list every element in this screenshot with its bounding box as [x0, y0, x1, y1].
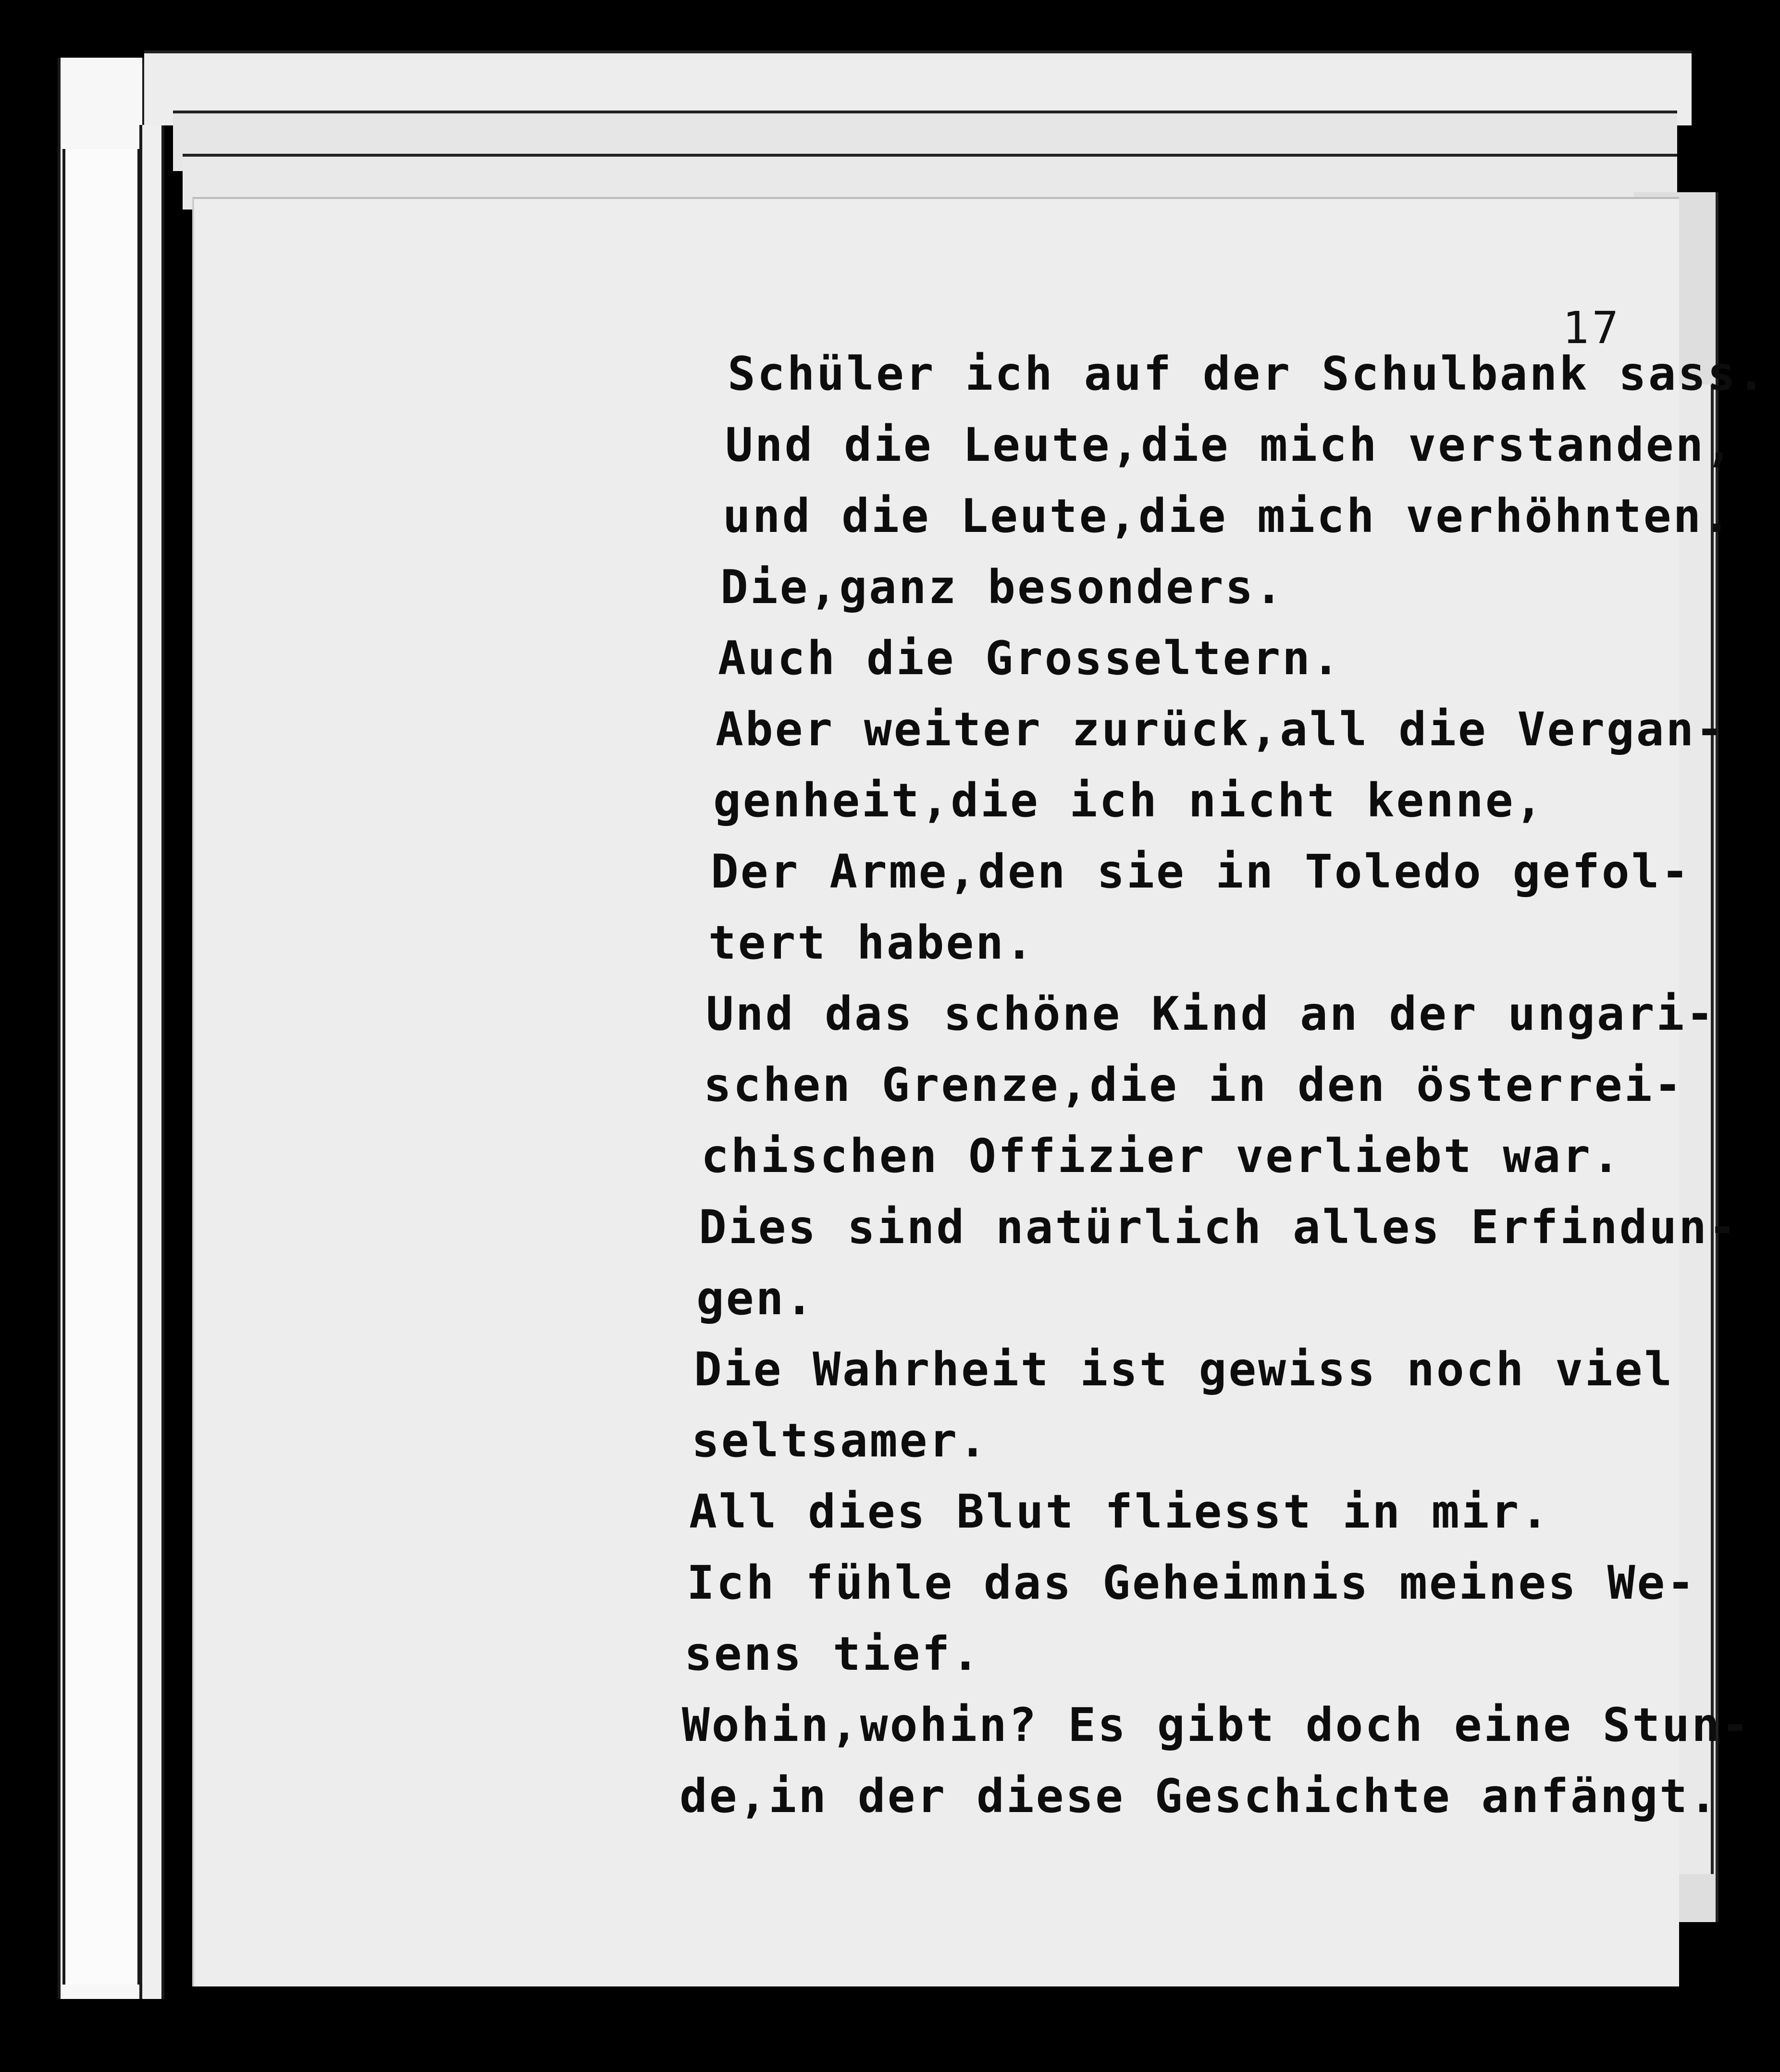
text-line: tert haben.	[708, 916, 1035, 970]
sheet-edge-left-inner	[62, 149, 140, 1985]
text-line: Die Wahrheit ist gewiss noch viel	[694, 1343, 1674, 1396]
text-line: de,in der diese Geschichte anfängt.	[680, 1769, 1719, 1823]
text-line: All dies Blut fliesst in mir.	[689, 1485, 1551, 1539]
typewritten-page	[192, 197, 1767, 1986]
text-line: sens tief.	[684, 1627, 981, 1681]
text-line: Und die Leute,die mich verstanden,	[725, 418, 1735, 472]
text-line: Schüler ich auf der Schulbank sass.	[728, 347, 1767, 401]
text-line: Auch die Grosseltern.	[718, 631, 1342, 685]
text-line: Wohin,wohin? Es gibt doch eine Stun-	[682, 1698, 1751, 1752]
text-line: Aber weiter zurück,all die Vergan-	[716, 703, 1726, 756]
text-line: genheit,die ich nicht kenne,	[713, 774, 1545, 827]
page-number: 17	[1562, 302, 1621, 354]
text-line: Dies sind natürlich alles Erfindun-	[699, 1200, 1738, 1254]
sheet-edge-left-strip	[139, 125, 164, 1999]
text-line: gen.	[696, 1271, 816, 1325]
text-line: Ich fühle das Geheimnis meines We-	[687, 1556, 1697, 1610]
page-text	[680, 338, 1780, 1832]
text-line: seltsamer.	[692, 1414, 989, 1468]
text-line: und die Leute,die mich verhöhnten.	[723, 489, 1733, 543]
text-line: Und das schöne Kind an der ungari-	[706, 987, 1716, 1041]
text-line: chischen Offizier verliebt war.	[701, 1129, 1622, 1183]
text-line: Die,ganz besonders.	[720, 560, 1285, 614]
text-line: Der Arme,den sie in Toledo gefol-	[711, 845, 1691, 899]
text-line: schen Grenze,die in den österrei-	[704, 1058, 1684, 1112]
